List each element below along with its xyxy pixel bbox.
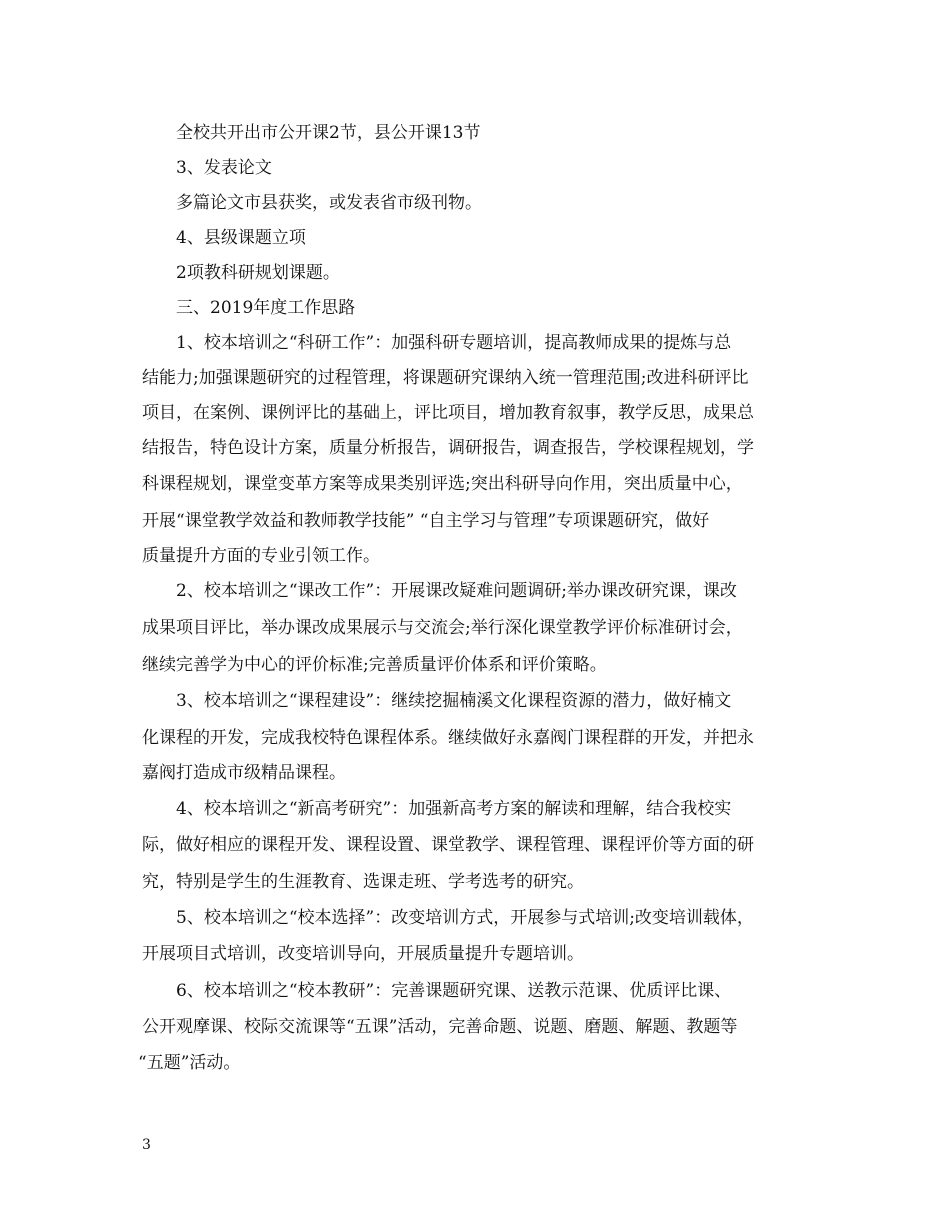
- paragraph-line: 质量提升方面的专业引领工作。: [142, 546, 380, 566]
- paragraph-line: 6、校本培训之“校本教研”：完善课题研究课、送教示范课、优质评比课、: [176, 981, 732, 1001]
- paragraph-line: 究，特别是学生的生涯教育、选课走班、学考选考的研究。: [142, 872, 584, 892]
- paragraph-line: 2、校本培训之“课改工作”：开展课改疑难问题调研;举办课改研究课，课改: [176, 581, 737, 601]
- paragraph-line: 项目，在案例、课例评比的基础上，评比项目，增加教育叙事，教学反思，成果总: [142, 403, 754, 423]
- paragraph-line: 成果项目评比，举办课改成果展示与交流会;举行深化课堂教学评价标准研讨会，: [142, 618, 743, 638]
- paragraph-line: 结能力;加强课题研究的过程管理，将课题研究课纳入统一管理范围;改进科研评比: [142, 368, 749, 388]
- paragraph-line: 5、校本培训之“校本选择”：改变培训方式，开展参与式培训;改变培训载体，: [176, 908, 754, 928]
- text-line: 全校共开出市公开课2节，县公开课13节: [176, 123, 481, 143]
- paragraph-line: 1、校本培训之“科研工作”：加强科研专题培训，提高教师成果的提炼与总: [176, 333, 732, 353]
- paragraph-line: 嘉阀打造成市级精品课程。: [142, 763, 346, 783]
- paragraph-line: 继续完善学为中心的评价标准;完善质量评价体系和评价策略。: [142, 655, 607, 675]
- paragraph-line: 化课程的开发，完成我校特色课程体系。继续做好永嘉阀门课程群的开发，并把永: [142, 728, 754, 748]
- text-line: 2项教科研规划课题。: [176, 263, 340, 283]
- paragraph-line: 际，做好相应的课程开发、课程设置、课堂教学、课程管理、课程评价等方面的研: [142, 835, 754, 855]
- paragraph-line: 开展“课堂教学效益和教师教学技能” “自主学习与管理”专项课题研究，做好: [142, 511, 710, 531]
- paragraph-line: 3、校本培训之“课程建设”：继续挖掘楠溪文化课程资源的潜力，做好楠文: [176, 691, 732, 711]
- section-heading: 3、发表论文: [176, 158, 272, 178]
- text-line: 多篇论文市县获奖，或发表省市级刊物。: [176, 193, 482, 213]
- section-heading: 4、县级课题立项: [176, 228, 306, 248]
- paragraph-line: 开展项目式培训，改变培训导向，开展质量提升专题培训。: [142, 944, 584, 964]
- paragraph-line: “五题”活动。: [138, 1053, 241, 1073]
- paragraph-line: 4、校本培训之“新高考研究”：加强新高考方案的解读和理解，结合我校实: [176, 799, 732, 819]
- page-number: 3: [142, 1137, 151, 1153]
- section-heading: 三、2019年度工作思路: [176, 298, 356, 318]
- paragraph-line: 公开观摩课、校际交流课等“五课”活动，完善命题、说题、磨题、解题、教题等: [142, 1017, 738, 1037]
- paragraph-line: 结报告，特色设计方案，质量分析报告，调研报告，调查报告，学校课程规划，学: [142, 438, 754, 458]
- paragraph-line: 科课程规划，课堂变革方案等成果类别评选;突出科研导向作用，突出质量中心，: [142, 474, 743, 494]
